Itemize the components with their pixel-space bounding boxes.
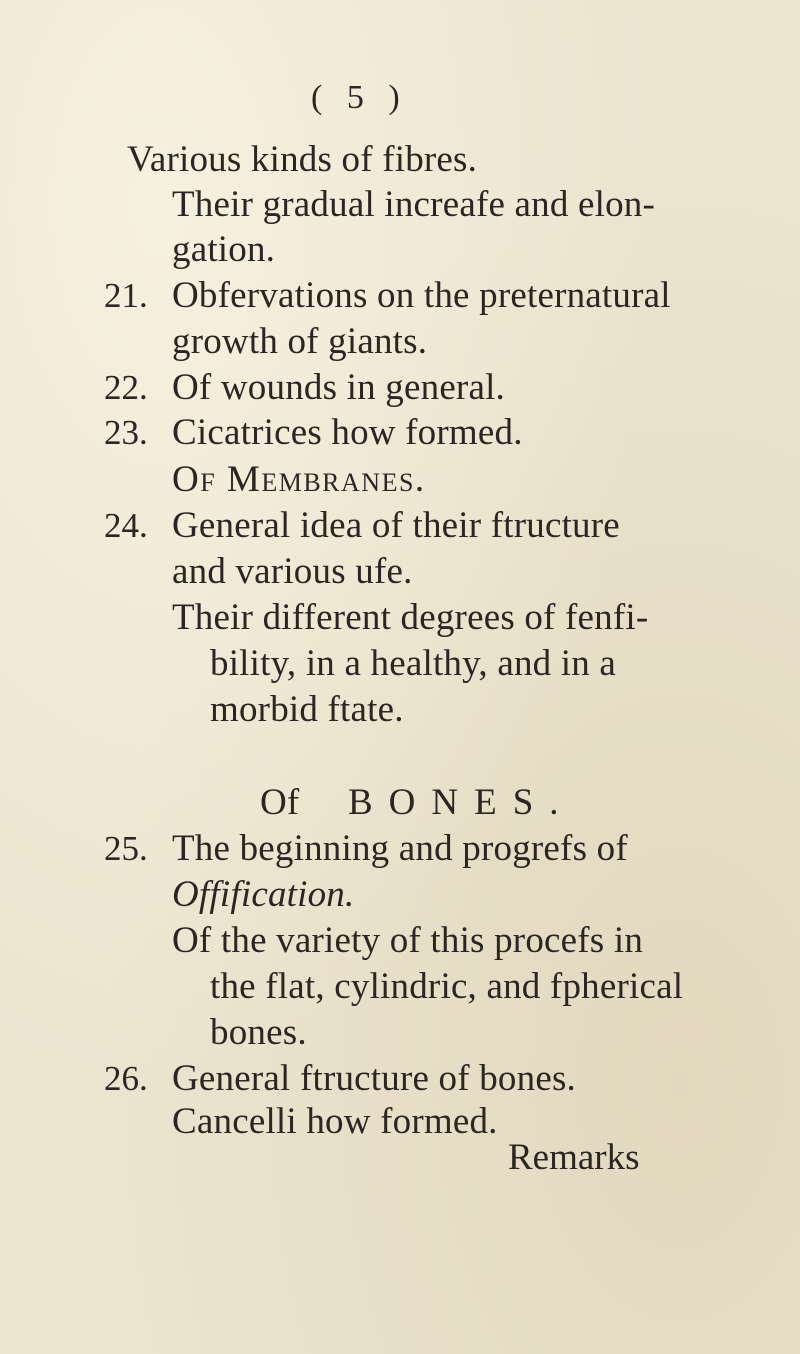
line-gation: gation. <box>172 229 276 270</box>
line-general-idea: General idea of their ftructure <box>172 505 620 546</box>
line-cicatrices: Cicatrices how formed. <box>172 412 523 453</box>
heading-bones: BONES. <box>348 782 575 823</box>
line-gradual-increase: Their gradual increafe and elon- <box>172 184 656 225</box>
line-flat-cylindric: the flat, cylindric, and fpherical <box>210 966 684 1007</box>
line-observations: Obfervations on the preternatural <box>172 275 671 316</box>
catchword: Remarks <box>508 1137 640 1178</box>
line-bility: bility, in a healthy, and in a <box>210 643 617 684</box>
line-beginning-progress: The beginning and progrefs of <box>172 828 628 869</box>
line-ossification: Offification. <box>172 874 355 915</box>
line-cancelli: Cancelli how formed. <box>172 1101 498 1142</box>
line-general-structure: General ftructure of bones. <box>172 1058 576 1099</box>
item-number-26: 26. <box>104 1059 148 1098</box>
item-number-25: 25. <box>104 829 148 868</box>
item-number-24: 24. <box>104 506 148 545</box>
heading-bones-of: Of <box>260 782 300 823</box>
item-number-21: 21. <box>104 276 148 315</box>
line-different-degrees: Their different degrees of fenfi- <box>172 597 649 638</box>
line-growth-of-giants: growth of giants. <box>172 321 428 362</box>
line-wounds: Of wounds in general. <box>172 367 506 408</box>
line-variety-process: Of the variety of this procefs in <box>172 920 644 961</box>
line-various-use: and various ufe. <box>172 551 413 592</box>
item-number-22: 22. <box>104 368 148 407</box>
item-number-23: 23. <box>104 413 148 452</box>
heading-membranes: Of Membranes. <box>172 459 426 500</box>
line-fibres: Various kinds of fibres. <box>127 139 478 180</box>
line-bones: bones. <box>210 1012 307 1053</box>
line-morbid-state: morbid ftate. <box>210 689 404 730</box>
page-number: ( 5 ) <box>311 79 408 116</box>
